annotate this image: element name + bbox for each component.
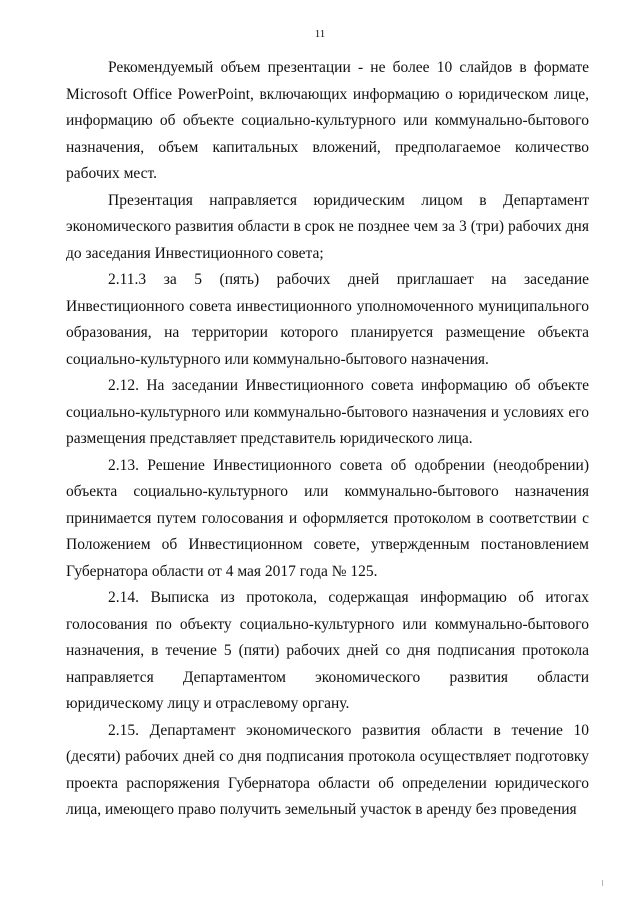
document-body	[66, 55, 589, 824]
paragraph-2-11-3: 2.11.3 за 5 (пять) рабочих дней приглашает на заседание Инвестиционного совета инвестиционного уполномоченного муниципального образования, на территории которого планируется размещение объекта социально-культурного или коммунально-бытового назначения.	[66, 271, 589, 368]
paragraph-2-15: 2.15. Департамент экономического развития области в течение 10 (десяти) рабочих дней со дня подписания протокола осуществляет подготовку проекта распоряжения Губернатора области об определении юридического лица, имеющего право получить земельный участок в аренду без проведения	[66, 721, 589, 818]
paragraph-2-13: 2.13. Решение Инвестиционного совета об одобрении (неодобрении) объекта социально-культурного или коммунально-бытового назначения принимается путем голосования и оформляется протоколом в соответствии с Положением об Инвестиционном совете, утвержденным постановлением Губернатора области от 4 мая 2017 года № 125.	[66, 456, 589, 580]
page-number: 11	[314, 28, 326, 40]
paragraph-presentation-submission: Презентация направляется юридическим лицом в Департамент экономического развития области в срок не позднее чем за 3 (три) рабочих дня до заседания Инвестиционного совета;	[66, 191, 589, 262]
scan-margin-mark	[602, 880, 603, 886]
paragraph-2-12: 2.12. На заседании Инвестиционного совета информацию об объекте социально-культурного или коммунально-бытового назначения и условиях его размещения представляет представитель юридического лица.	[66, 377, 589, 447]
paragraph-2-14: 2.14. Выписка из протокола, содержащая информацию об итогах голосования по объекту социально-культурного или коммунально-бытового назначения, в течение 5 (пяти) рабочих дней со дня подписания протокола направляется Департаментом экономического развития области юридическому лицу и отраслевому органу.	[66, 589, 589, 712]
paragraph-presentation-volume: Рекомендуемый объем презентации - не более 10 слайдов в формате Microsoft Office PowerPoint, включающих информацию о юридическом лице, информацию об объекте социально-культурного или коммунально-бытового назначения, объем капитальных вложений, предполагаемое количество рабочих мест.	[66, 59, 589, 182]
